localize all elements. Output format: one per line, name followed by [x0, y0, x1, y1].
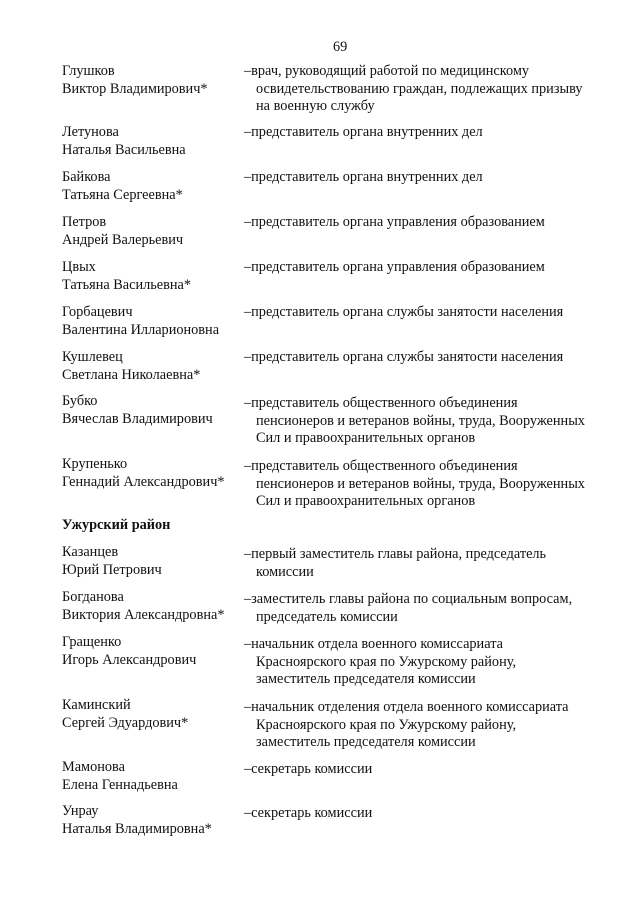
member-role	[244, 214, 545, 232]
member-role	[244, 636, 517, 689]
member-surname: Байкова	[62, 169, 111, 185]
member-given-names: Елена Геннадьевна	[62, 776, 178, 793]
member-role-line: –представитель органа управления образованием	[244, 259, 545, 275]
member-role	[244, 395, 585, 448]
page-number: 69	[333, 39, 348, 55]
member-name	[62, 759, 178, 794]
member-role	[244, 259, 545, 277]
member-name	[62, 697, 188, 732]
member-role	[244, 304, 564, 322]
member-entry	[0, 63, 640, 123]
member-given-names: Наталья Владимировна*	[62, 820, 212, 837]
member-name	[62, 803, 212, 838]
member-role	[244, 458, 585, 511]
member-name	[62, 169, 183, 204]
member-role-line: председатель комиссии	[256, 608, 398, 625]
member-entry	[0, 803, 640, 863]
member-surname: Унрау	[62, 803, 99, 819]
member-surname: Каминский	[62, 697, 131, 713]
member-entry	[0, 697, 640, 757]
member-role-line: Сил и правоохранительных органов	[256, 430, 476, 446]
member-name	[62, 634, 196, 669]
member-role-line: пенсионеров и ветеранов войны, труда, Вооруженных	[256, 412, 585, 429]
member-entry	[0, 393, 640, 453]
member-role	[244, 349, 564, 367]
member-surname: Кушлевец	[62, 349, 123, 365]
member-role-line: заместитель председателя комиссии	[256, 734, 476, 750]
member-name	[62, 259, 191, 294]
member-role-line: –первый заместитель главы района, председатель	[244, 546, 547, 562]
member-given-names: Игорь Александрович	[62, 651, 197, 668]
member-role	[244, 546, 547, 581]
member-surname: Летунова	[62, 124, 119, 140]
member-role-line: –секретарь комиссии	[244, 761, 373, 777]
member-role-line: –представитель общественного объединения	[244, 458, 518, 474]
member-role-line: –представитель органа внутренних дел	[244, 169, 483, 185]
member-role	[244, 761, 373, 779]
member-name	[62, 63, 208, 98]
member-given-names: Татьяна Васильевна*	[62, 276, 192, 293]
member-role	[244, 805, 373, 823]
member-given-names: Сергей Эдуардович*	[62, 714, 189, 731]
member-role-line: –представитель органа внутренних дел	[244, 124, 483, 140]
member-given-names: Татьяна Сергеевна*	[62, 186, 183, 203]
district-heading: Ужурский район	[62, 517, 171, 533]
member-role-line: –начальник отделения отдела военного комиссариата	[244, 699, 569, 715]
member-surname: Петров	[62, 214, 107, 230]
member-role-line: освидетельствованию граждан, подлежащих призыву	[256, 80, 583, 97]
member-given-names: Виктория Александровна*	[62, 606, 225, 623]
member-name	[62, 393, 213, 428]
member-surname: Гращенко	[62, 634, 122, 650]
member-surname: Цвых	[62, 259, 96, 275]
member-role-line: заместитель председателя комиссии	[256, 671, 476, 687]
member-role-line: –представитель органа службы занятости населения	[244, 304, 564, 320]
member-name	[62, 589, 224, 624]
member-surname: Бубко	[62, 393, 98, 409]
member-role	[244, 591, 573, 626]
member-role-line: Красноярского края по Ужурскому району,	[256, 716, 517, 733]
member-given-names: Андрей Валерьевич	[62, 231, 184, 248]
member-role	[244, 169, 483, 187]
member-role-line: на военную службу	[256, 98, 375, 114]
member-entry	[0, 456, 640, 516]
member-role-line: –секретарь комиссии	[244, 805, 373, 821]
member-role-line: пенсионеров и ветеранов войны, труда, Вооруженных	[256, 475, 585, 492]
member-given-names: Вячеслав Владимирович	[62, 410, 213, 427]
member-name	[62, 349, 200, 384]
member-surname: Горбацевич	[62, 304, 133, 320]
member-given-names: Юрий Петрович	[62, 561, 162, 578]
member-role-line: –врач, руководящий работой по медицинскому	[244, 63, 530, 79]
member-given-names: Геннадий Александрович*	[62, 473, 225, 490]
member-entry	[0, 634, 640, 694]
member-surname: Казанцев	[62, 544, 119, 560]
member-given-names: Наталья Васильевна	[62, 141, 186, 158]
member-name	[62, 304, 219, 339]
member-name	[62, 456, 225, 491]
member-role	[244, 124, 483, 142]
member-role	[244, 699, 569, 752]
member-role	[244, 63, 583, 116]
member-role-line: Сил и правоохранительных органов	[256, 493, 476, 509]
member-surname: Богданова	[62, 589, 124, 605]
member-name	[62, 214, 183, 249]
member-surname: Глушков	[62, 63, 115, 79]
member-role-line: –начальник отдела военного комиссариата	[244, 636, 503, 652]
member-role-line: Красноярского края по Ужурскому району,	[256, 653, 517, 670]
member-role-line: –представитель органа службы занятости населения	[244, 349, 564, 365]
member-name	[62, 124, 186, 159]
member-given-names: Светлана Николаевна*	[62, 366, 201, 383]
member-role-line: комиссии	[256, 563, 314, 580]
member-given-names: Виктор Владимирович*	[62, 80, 208, 97]
member-surname: Мамонова	[62, 759, 125, 775]
member-name	[62, 544, 162, 579]
member-surname: Крупенько	[62, 456, 128, 472]
member-given-names: Валентина Илларионовна	[62, 321, 220, 338]
member-role-line: –представитель органа управления образованием	[244, 214, 545, 230]
member-role-line: –представитель общественного объединения	[244, 395, 518, 411]
member-role-line: –заместитель главы района по социальным вопросам,	[244, 591, 573, 607]
